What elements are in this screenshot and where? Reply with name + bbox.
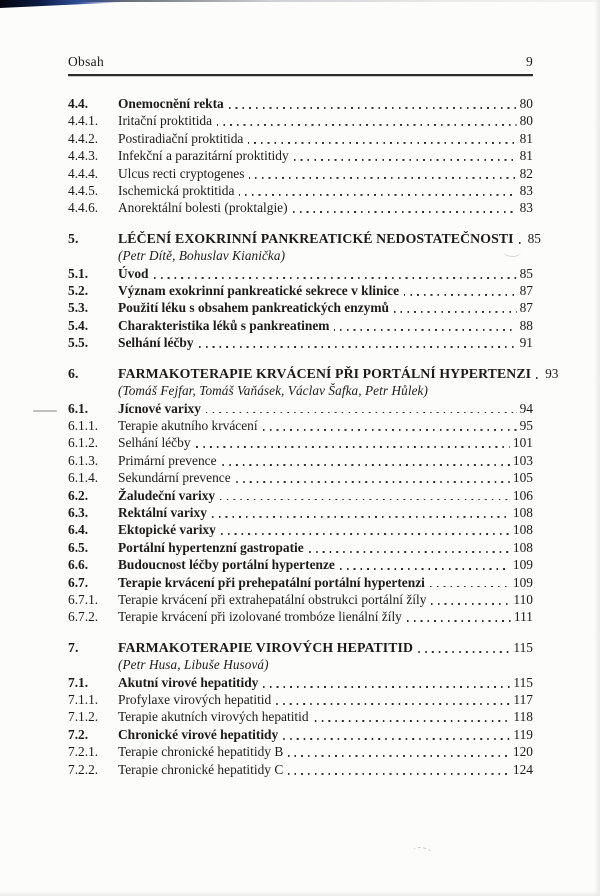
entry-page: 88: [519, 317, 533, 333]
dot-leader: [196, 446, 510, 448]
scan-margin-dash: [33, 410, 57, 412]
toc-section: [68, 230, 541, 352]
toc-entry-row: [68, 182, 533, 199]
toc-section: [68, 365, 559, 626]
dot-leader: [404, 294, 517, 296]
entry-title: Primární prevence: [118, 452, 217, 468]
entry-page: 91: [519, 335, 533, 351]
entry-title: Terapie krvácení při extrahepatální obstrukci portální žíly: [118, 591, 427, 607]
toc: [68, 95, 559, 778]
entry-number: 4.4.1.: [68, 113, 99, 129]
dot-leader: [394, 311, 517, 313]
toc-entry-row: [68, 726, 533, 743]
entry-title: Selhání léčby: [118, 435, 191, 451]
dot-leader: [199, 346, 517, 348]
dot-leader: [276, 703, 510, 705]
entry-title: Selhání léčby: [118, 335, 194, 351]
entry-number: 5.5.: [68, 335, 89, 351]
entry-page: 106: [512, 487, 533, 503]
entry-page: 115: [513, 674, 533, 690]
dot-leader: [154, 277, 517, 279]
dot-leader: [293, 211, 517, 213]
chapter-row: [68, 230, 541, 247]
entry-title: Akutní virové hepatitidy: [118, 674, 259, 690]
entry-title: Ektopické varixy: [118, 522, 216, 538]
entry-number: 7.2.: [68, 726, 89, 742]
dot-leader: [236, 481, 510, 483]
authors-line: (Petr Dítě, Bohuslav Kianička): [118, 248, 286, 264]
dot-leader: [249, 177, 516, 179]
dot-leader: [314, 720, 511, 722]
dot-leader: [220, 499, 510, 501]
dot-leader: [431, 603, 510, 605]
toc-entry-row: [68, 282, 533, 299]
entry-number: 5.3.: [68, 300, 89, 316]
toc-entry-row: [68, 761, 533, 778]
toc-entry-row: [68, 417, 533, 434]
entry-number: 4.4.5.: [68, 183, 99, 199]
entry-title: FARMAKOTERAPIE KRVÁCENÍ PŘI PORTÁLNÍ HYPERTENZI: [118, 365, 532, 381]
entry-number: 4.4.4.: [68, 165, 99, 181]
entry-title: Ulcus recti cryptogenes: [118, 165, 245, 181]
entry-page: 94: [519, 400, 533, 416]
dot-leader: [418, 651, 510, 653]
toc-entry-row: [68, 574, 533, 591]
dot-leader: [294, 159, 517, 161]
entry-number: 6.1.1.: [68, 417, 99, 433]
entry-number: 6.6.: [68, 557, 89, 573]
entry-page: 103: [512, 452, 533, 468]
entry-number: 6.: [68, 365, 79, 381]
toc-entry-row: [68, 165, 533, 182]
entry-title: Terapie akutních virových hepatitid: [118, 709, 309, 725]
entry-number: 7.: [68, 639, 79, 655]
entry-number: 4.4.: [68, 96, 89, 111]
entry-page: 111: [513, 609, 533, 625]
dot-leader: [519, 242, 525, 244]
dot-leader: [288, 773, 510, 775]
entry-number: 6.7.1.: [68, 591, 99, 607]
entry-page: 109: [512, 574, 533, 590]
entry-title: Portální hypertenzní gastropatie: [118, 539, 304, 555]
entry-title: Sekundární prevence: [118, 470, 231, 486]
toc-entry-row: [68, 743, 533, 760]
dot-leader: [288, 755, 510, 757]
toc-entry-row: [68, 199, 533, 216]
entry-number: 4.4.2.: [68, 130, 99, 146]
dot-leader: [263, 429, 517, 431]
entry-title: Chronické virové hepatitidy: [118, 726, 279, 742]
toc-entry-row: [68, 299, 533, 316]
dot-leader: [334, 329, 516, 331]
entry-number: 6.1.: [68, 400, 89, 416]
scan-corner-wedge: [0, 0, 132, 8]
scan-bottom-edge: [0, 891, 600, 896]
entry-title: Terapie chronické hepatitidy B: [118, 744, 284, 760]
dot-leader: [407, 620, 511, 622]
entry-title: Použití léku s obsahem pankreatických enzymů: [118, 300, 389, 316]
entry-page: 108: [512, 504, 533, 520]
chapter-row: [68, 365, 559, 382]
toc-entry-row: [68, 487, 533, 504]
dot-leader: [263, 686, 510, 688]
scan-right-edge: [594, 0, 600, 896]
page-number: 9: [525, 54, 533, 69]
entry-title: Úvod: [118, 265, 149, 281]
entry-title: Význam exokrinní pankreatické sekrece v klinice: [118, 283, 400, 299]
entry-page: 120: [512, 744, 533, 760]
dot-leader: [239, 194, 516, 196]
entry-number: 6.1.3.: [68, 452, 99, 468]
entry-page: 108: [512, 539, 533, 555]
entry-page: 108: [512, 522, 533, 538]
entry-number: 6.4.: [68, 522, 89, 538]
entry-title: Terapie chronické hepatitidy C: [118, 761, 284, 777]
entry-number: 6.1.2.: [68, 435, 99, 451]
authors-line: (Petr Husa, Libuše Husová): [118, 657, 269, 673]
dot-leader: [229, 107, 517, 109]
entry-title: Iritační proktitida: [118, 113, 213, 129]
entry-title: Terapie krvácení při prehepatální portální hypertenzi: [118, 574, 425, 590]
toc-entry-row: [68, 130, 533, 147]
scan-artifact-squiggle: [410, 845, 432, 858]
entry-number: 4.4.6.: [68, 200, 99, 216]
dot-leader: [340, 568, 510, 570]
entry-title: Anorektální bolesti (proktalgie): [118, 200, 288, 216]
entry-page: 81: [519, 148, 533, 164]
entry-page: 83: [519, 183, 533, 199]
toc-entry-row: [68, 400, 533, 417]
entry-title: Žaludeční varixy: [118, 487, 216, 503]
entry-page: 87: [519, 283, 533, 299]
dot-leader: [309, 551, 510, 553]
toc-entry-row: [68, 591, 533, 608]
entry-number: 6.3.: [68, 504, 89, 520]
dot-leader: [536, 377, 542, 379]
toc-entry-row: [68, 521, 533, 538]
entry-number: 7.1.2.: [68, 709, 99, 725]
toc-section: [68, 95, 533, 217]
dot-leader: [430, 586, 510, 588]
entry-number: 7.2.2.: [68, 761, 99, 777]
dot-leader: [206, 412, 517, 414]
toc-entry-row: [68, 112, 533, 129]
toc-entry-row: [68, 434, 533, 451]
entry-number: 7.2.1.: [68, 744, 99, 760]
entry-page: 117: [513, 692, 533, 707]
entry-number: 6.5.: [68, 539, 89, 555]
entry-page: 93: [545, 365, 559, 381]
entry-title: Profylaxe virových hepatitid: [118, 692, 272, 707]
entry-number: 6.1.4.: [68, 470, 99, 486]
page-header: [68, 55, 533, 76]
entry-page: 81: [519, 130, 533, 146]
entry-page: 82: [519, 165, 533, 181]
entry-page: 95: [519, 417, 533, 433]
toc-entry-row: [68, 539, 533, 556]
entry-page: 105: [512, 470, 533, 486]
entry-number: 7.1.: [68, 674, 89, 690]
authors-line: (Tomáš Fejfar, Tomáš Vaňásek, Václav Šafka, Petr Hůlek): [118, 383, 428, 399]
toc-entry-row: [68, 95, 533, 112]
entry-page: 85: [527, 230, 541, 246]
entry-number: 6.7.2.: [68, 609, 99, 625]
toc-entry-row: [68, 691, 533, 708]
entry-title: Jícnové varixy: [118, 400, 201, 416]
entry-page: 101: [512, 435, 533, 451]
entry-page: 109: [512, 557, 533, 573]
dot-leader: [221, 533, 510, 535]
entry-number: 5.1.: [68, 265, 89, 281]
entry-title: Onemocnění rekta: [118, 96, 224, 111]
dot-leader: [248, 142, 516, 144]
entry-page: 119: [513, 726, 533, 742]
entry-number: 7.1.1.: [68, 692, 99, 707]
toc-entry-row: [68, 469, 533, 486]
toc-entry-row: [68, 556, 533, 573]
toc-entry-row: [68, 334, 533, 351]
entry-page: 87: [519, 300, 533, 316]
entry-title: LÉČENÍ EXOKRINNÍ PANKREATICKÉ NEDOSTATEČNOSTI: [118, 230, 514, 246]
entry-title: Infekční a parazitární proktitidy: [118, 148, 289, 164]
toc-entry-row: [68, 147, 533, 164]
entry-page: 80: [519, 113, 533, 129]
toc-section: [68, 639, 533, 778]
entry-number: 5.4.: [68, 317, 89, 333]
toc-entry-row: [68, 504, 533, 521]
entry-number: 5.2.: [68, 283, 89, 299]
dot-leader: [222, 464, 510, 466]
entry-title: Ischemická proktitida: [118, 183, 235, 199]
toc-entry-row: [68, 674, 533, 691]
toc-entry-row: [68, 452, 533, 469]
entry-title: FARMAKOTERAPIE VIROVÝCH HEPATITID: [118, 639, 414, 655]
dot-leader: [283, 738, 510, 740]
entry-page: 85: [519, 265, 533, 281]
entry-title: Budoucnost léčby portální hypertenze: [118, 557, 335, 573]
chapter-row: [68, 639, 533, 656]
entry-title: Terapie akutního krvácení: [118, 417, 258, 433]
entry-title: Charakteristika léků s pankreatinem: [118, 317, 330, 333]
dot-leader: [212, 516, 510, 518]
entry-page: 110: [513, 591, 533, 607]
entry-page: 83: [519, 200, 533, 216]
entry-number: 6.2.: [68, 487, 89, 503]
entry-page: 115: [513, 639, 533, 655]
running-title: Obsah: [68, 54, 104, 69]
entry-number: 4.4.3.: [68, 148, 99, 164]
entry-title: Rektální varixy: [118, 504, 207, 520]
entry-number: 5.: [68, 230, 79, 246]
toc-entry-row: [68, 708, 533, 725]
dot-leader: [217, 124, 517, 126]
toc-entry-row: [68, 265, 533, 282]
entry-title: Terapie krvácení při izolované trombóze lienální žíly: [118, 609, 402, 625]
toc-entry-row: [68, 608, 533, 625]
entry-title: Postiradiační proktitida: [118, 130, 244, 146]
entry-page: 118: [513, 709, 533, 725]
entry-number: 6.7.: [68, 574, 89, 590]
entry-page: 124: [512, 761, 533, 777]
toc-entry-row: [68, 317, 533, 334]
entry-page: 80: [519, 96, 533, 111]
